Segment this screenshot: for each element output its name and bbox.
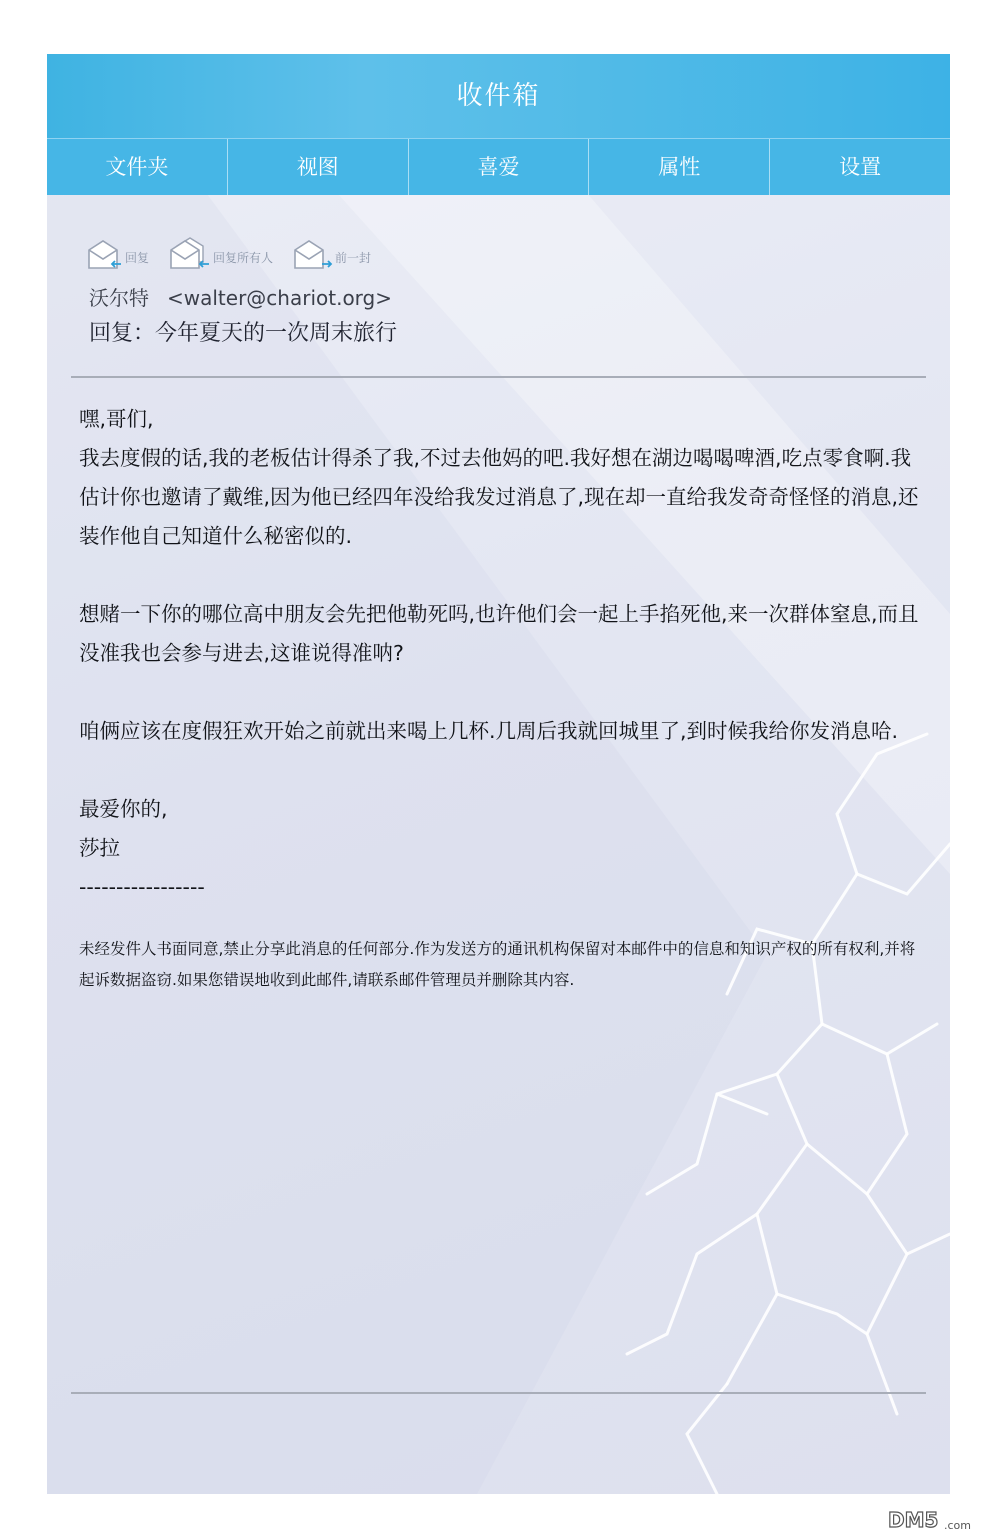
menu-view[interactable]: 视图 [228, 139, 409, 195]
envelope-reply-icon [87, 238, 123, 270]
svg-text:.com: .com [944, 1519, 971, 1532]
envelope-reply-all-icon [169, 236, 211, 270]
sender-name: 沃尔特 [89, 286, 149, 310]
forward-button[interactable] [293, 238, 371, 270]
email-body [79, 400, 919, 907]
legal-disclaimer: 未经发件人书面同意,禁止分享此消息的任何部分.作为发送方的通讯机构保留对本邮件中的信息和知识产权的所有权利,并将起诉数据盗窃.如果您错误地收到此邮件,请联系邮件管理员并删除其内容. [79, 940, 916, 989]
sender-line [89, 282, 392, 311]
reply-button[interactable] [87, 238, 149, 270]
body-paragraph-1: 我去度假的话,我的老板估计得杀了我,不过去他妈的吧.我好想在湖边喝喝啤酒,吃点零食啊.我估计你也邀请了戴维,因为他已经四年没给我发过消息了,现在却一直给我发奇奇怪怪的消息,还装作他自己知道什么秘密似的. [79, 446, 919, 548]
window-title: 收件箱 [47, 54, 950, 138]
body-paragraph-3: 咱俩应该在度假狂欢开始之前就出来喝上几杯.几周后我就回城里了,到时候我给你发消息哈. [79, 719, 899, 743]
menu-settings[interactable]: 设置 [839, 155, 882, 179]
body-paragraph-2: 想赌一下你的哪位高中朋友会先把他勒死吗,也许他们会一起上手掐死他,来一次群体窒息,而且没准我也会参与进去,这谁说得准呐? [79, 602, 919, 665]
svg-text:DM5: DM5 [888, 1508, 939, 1532]
menu-bar [47, 138, 950, 195]
closing: 最爱你的, [79, 797, 168, 821]
email-subject: 回复：今年夏天的一次周末旅行 [89, 321, 398, 346]
signature-separator: ----------------- [79, 875, 205, 899]
sender-address[interactable]: <walter@chariot.org> [167, 286, 392, 310]
signature: 莎拉 [79, 836, 120, 860]
reply-label: 回复 [125, 251, 150, 265]
menu-favorites[interactable]: 喜爱 [409, 139, 590, 195]
action-toolbar [87, 230, 391, 270]
reply-all-button[interactable] [169, 236, 273, 270]
greeting: 嘿,哥们, [79, 407, 154, 431]
email-window [47, 54, 950, 1494]
envelope-forward-icon [293, 238, 333, 270]
footer-divider [71, 1392, 926, 1394]
forward-label: 前一封 [335, 251, 372, 265]
header-divider [71, 376, 926, 378]
reply-all-label: 回复所有人 [213, 251, 274, 265]
menu-properties[interactable]: 属性 [589, 139, 770, 195]
menu-folder[interactable]: 文件夹 [47, 139, 228, 195]
site-logo [888, 1505, 988, 1533]
